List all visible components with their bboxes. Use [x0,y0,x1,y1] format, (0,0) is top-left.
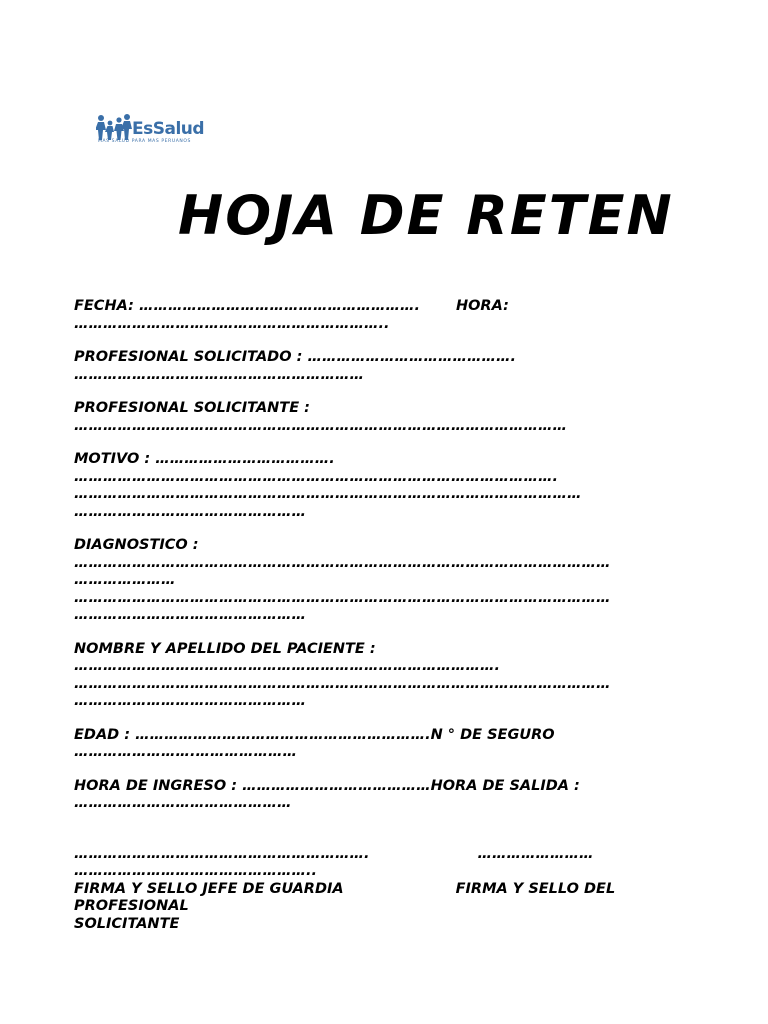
diagnostico-blank-1: ………………………………………………………………………………………………… [74,554,611,571]
solicitante-signature-line: …………………… [477,845,594,862]
solicitante-blank: ………………………………………………………………………………………… [74,417,567,434]
solicitado-row [74,349,714,367]
signature-dots-row [74,846,714,864]
motivo-blank-2: ………………………………………………………………………………………. [74,468,559,485]
ingreso-blank: ………………………………… [242,777,431,794]
motivo-blank-3: …………………………………………………………………………………………… [74,486,582,502]
motivo-blank-1: ………………………………. [155,451,335,467]
salida-blank: ……………………………………… [74,795,292,811]
jefe-signature-line: ……………………………………………………. [74,845,370,862]
ingreso-row [74,778,714,796]
fecha-row [74,298,714,316]
paciente-blank-3: ………………………………………… [74,693,306,709]
edad-label: EDAD : [74,726,136,743]
ingreso-label: HORA DE INGRESO : [74,777,243,794]
solicitado-label: PROFESIONAL SOLICITADO : [74,349,308,365]
solicitado-blank-2: …………………………………………………… [74,366,364,383]
paciente-blank-2: ………………………………………………………………………………………………… [74,675,611,692]
solicitante-label: PROFESIONAL SOLICITANTE : [74,400,310,416]
hora-label: HORA: [455,298,509,314]
solicitado-blank-1: ……………………………………. [307,349,516,365]
form-body [74,298,714,933]
motivo-row [74,451,714,469]
diagnostico-blank-4: ………………………………………… [74,607,306,623]
logo-tagline: MAS SALUD PARA MAS PERUANOS [98,139,191,144]
family-icon [96,114,132,142]
seguro-blank: …………………….………………… [74,744,298,760]
document-title: HOJA DE RETEN [178,184,674,247]
motivo-blank-4: ………………………………………… [74,503,306,520]
logo-brand-text: EsSalud [132,119,205,139]
fecha-blank: …………………………………………………. [138,298,420,314]
salida-label: HORA DE SALIDA : [430,777,580,794]
paciente-label: NOMBRE Y APELLIDO DEL PACIENTE : [74,640,376,657]
diagnostico-blank-3: ………………………………………………………………………………………………… [74,589,611,606]
signature-labels-row [74,881,714,899]
edad-blank: ……………………………………………………. [135,726,431,743]
essalud-logo [96,114,212,150]
solicitante-signature-label: FIRMA Y SELLO DEL [455,880,616,897]
diagnostico-label: DIAGNOSTICO : [74,537,199,553]
solicitante-signature-label-3: SOLICITANTE [74,915,180,932]
fecha-label: FECHA: [74,298,139,314]
jefe-signature-label: FIRMA Y SELLO JEFE DE GUARDIA [74,880,344,897]
signature-line-continued: ………………………………………….. [74,863,318,879]
hora-blank: ……………………………………………………….. [74,315,390,332]
edad-row [74,727,714,745]
diagnostico-blank-2: ………………… [74,572,176,588]
motivo-label: MOTIVO : [74,451,156,467]
seguro-label: N ° DE SEGURO [430,726,555,743]
solicitante-signature-label-2: PROFESIONAL [74,898,189,914]
paciente-blank-1: ……………………………………………………………………………. [74,658,501,674]
